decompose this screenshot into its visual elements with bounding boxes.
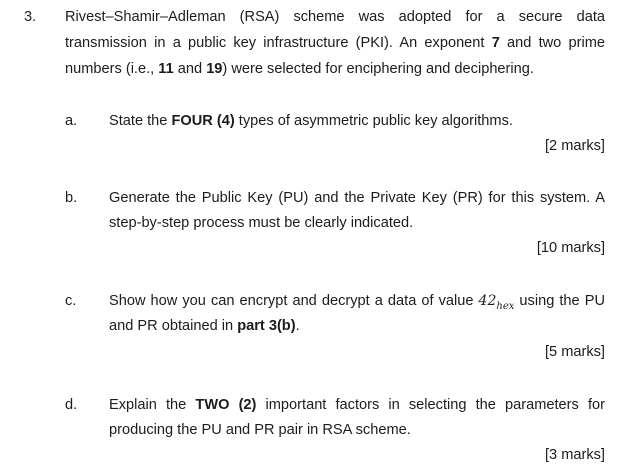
part-b-marks: [10 marks] — [536, 240, 605, 256]
part-d-marks: [3 marks] — [544, 447, 605, 463]
prime-2: 19 — [206, 61, 223, 77]
prime-1: 11 — [158, 61, 174, 77]
hex-value: 42 — [478, 293, 497, 309]
part-d-label: d. — [65, 397, 78, 413]
part-a-label: a. — [65, 113, 78, 129]
part-c-line-2: and PR obtained in part 3(b). — [109, 318, 300, 334]
intro-line-1: Rivest–Shamir–Adleman (RSA) scheme was adopted for a secure data — [65, 9, 605, 25]
question-number: 3. — [24, 9, 37, 25]
part-b-label: b. — [65, 190, 78, 206]
intro-line-2: transmission in a public key infrastructure (PKI). An exponent 7 and two prime — [65, 35, 605, 51]
part-reference: part 3(b) — [237, 318, 296, 334]
part-c-label: c. — [65, 293, 77, 309]
hex-subscript: hex — [496, 301, 515, 312]
part-a-text: State the FOUR (4) types of asymmetric public key algorithms. — [109, 113, 513, 129]
part-b-line-1: Generate the Public Key (PU) and the Private Key (PR) for this system. A — [109, 190, 605, 206]
intro-line-3: numbers (i.e., 11 and 19) were selected for enciphering and deciphering. — [65, 61, 534, 77]
part-b-line-2: step-by-step process must be clearly indicated. — [109, 215, 414, 231]
part-d-line-1: Explain the TWO (2) important factors in selecting the parameters for — [109, 397, 605, 413]
part-d-line-2: producing the PU and PR pair in RSA scheme. — [109, 422, 411, 438]
part-a-marks: [2 marks] — [544, 138, 605, 154]
part-c-marks: [5 marks] — [544, 344, 605, 360]
exponent-value: 7 — [491, 35, 500, 51]
part-c-line-1: Show how you can encrypt and decrypt a data of value $42_{hex}$ using the PU — [109, 293, 605, 312]
